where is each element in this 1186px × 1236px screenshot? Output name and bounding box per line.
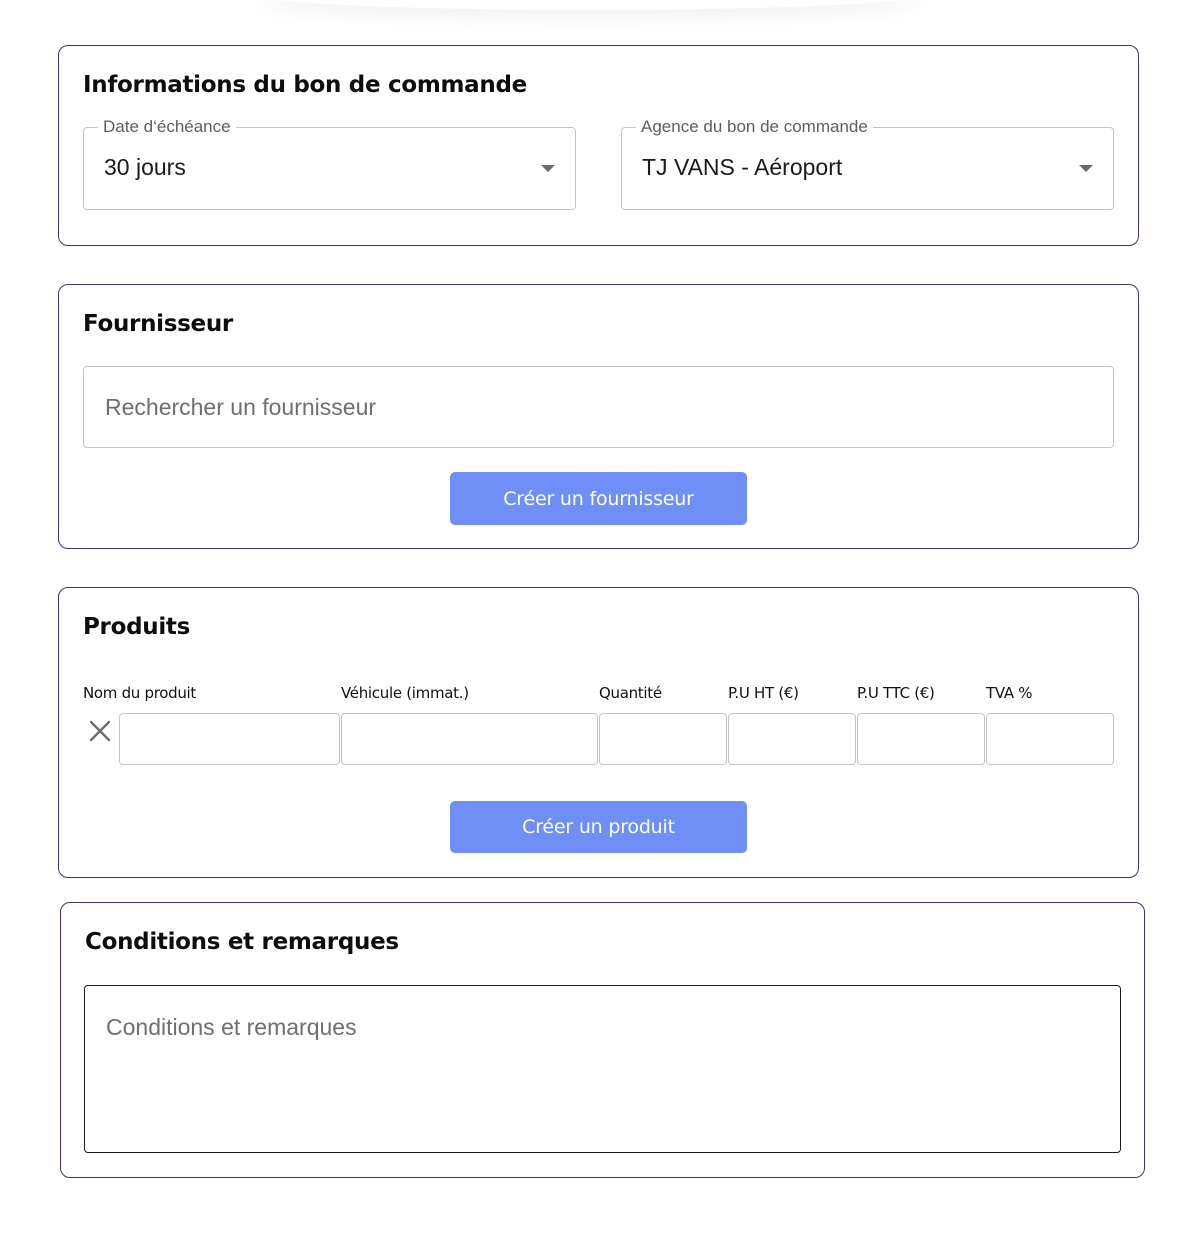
unit-price-ht-input[interactable]	[728, 713, 856, 765]
due-date-label: Date d‘échéance	[98, 117, 236, 137]
top-shadow	[260, 0, 920, 10]
product-name-input[interactable]	[119, 713, 340, 765]
column-header-unit-price-ht: P.U HT (€)	[728, 684, 799, 702]
column-header-unit-price-ttc: P.U TTC (€)	[857, 684, 935, 702]
unit-price-ttc-input[interactable]	[857, 713, 985, 765]
agency-label: Agence du bon de commande	[636, 117, 873, 137]
quantity-input[interactable]	[599, 713, 727, 765]
chevron-down-icon	[1079, 165, 1093, 172]
agency-value: TJ VANS - Aéroport	[642, 154, 843, 180]
supplier-search-input[interactable]	[83, 366, 1114, 448]
chevron-down-icon	[541, 165, 555, 172]
supplier-title: Fournisseur	[83, 311, 233, 337]
create-product-button[interactable]: Créer un produit	[450, 801, 747, 853]
vat-input[interactable]	[986, 713, 1114, 765]
conditions-title: Conditions et remarques	[85, 929, 399, 955]
conditions-textarea[interactable]	[84, 985, 1121, 1153]
supplier-search-placeholder: Rechercher un fournisseur	[105, 394, 377, 420]
close-icon[interactable]	[88, 719, 112, 743]
conditions-placeholder: Conditions et remarques	[106, 1014, 357, 1040]
due-date-select[interactable]	[83, 117, 576, 210]
vehicle-input[interactable]	[341, 713, 598, 765]
create-supplier-button[interactable]: Créer un fournisseur	[450, 472, 747, 525]
column-header-vehicle: Véhicule (immat.)	[341, 684, 469, 702]
column-header-vat: TVA %	[986, 684, 1033, 702]
products-title: Produits	[83, 614, 191, 640]
agency-select[interactable]	[621, 117, 1114, 210]
column-header-product-name: Nom du produit	[83, 684, 196, 702]
due-date-value: 30 jours	[104, 154, 186, 180]
column-header-quantity: Quantité	[599, 684, 662, 702]
order-info-title: Informations du bon de commande	[83, 72, 527, 98]
